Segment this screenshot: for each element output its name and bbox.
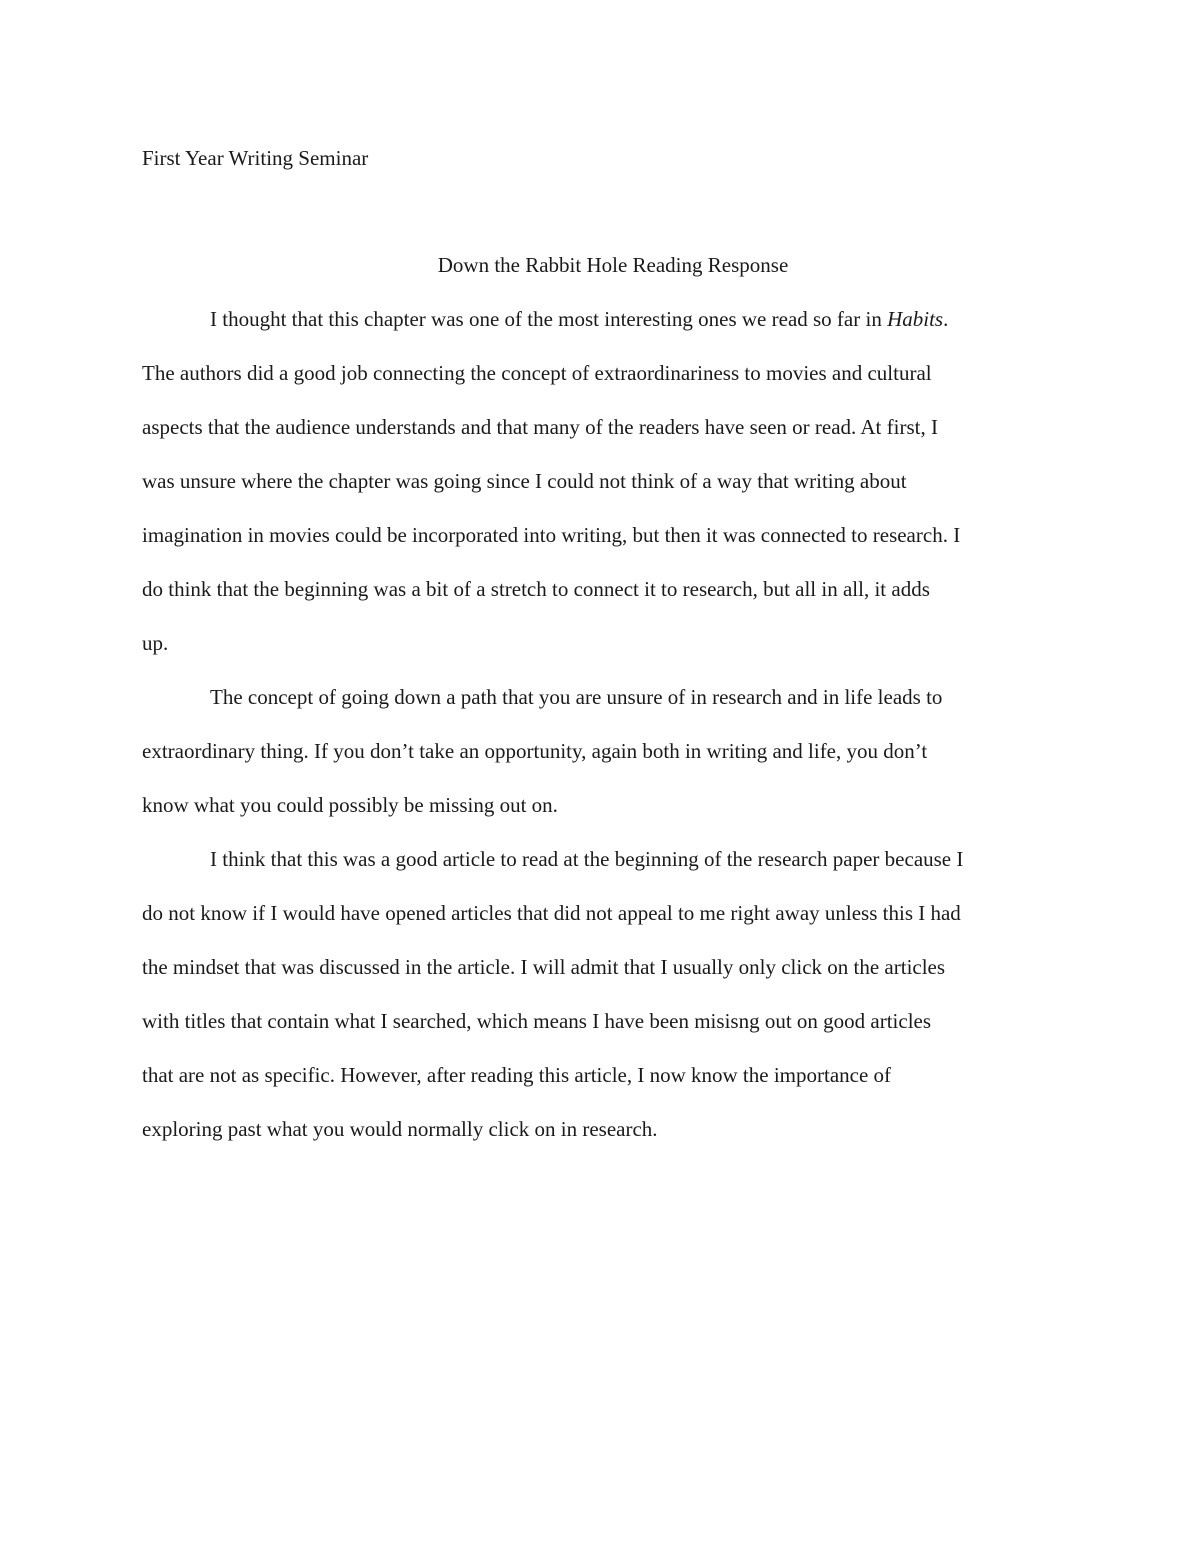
paragraph-1-line-1 bbox=[210, 306, 948, 332]
paragraph-1-line-6: do think that the beginning was a bit of a stretch to connect it to research, but all in all, it adds bbox=[142, 577, 930, 601]
book-title-habits: Habits bbox=[887, 307, 944, 331]
paragraph-1-line-7: up. bbox=[142, 631, 169, 655]
paragraph-1-line-2: The authors did a good job connecting the concept of extraordinariness to movies and cultural bbox=[142, 361, 932, 385]
course-heading: First Year Writing Seminar bbox=[142, 146, 369, 170]
paragraph-1-line-1-text: I thought that this chapter was one of the most interesting ones we read so far in bbox=[210, 307, 888, 331]
paragraph-3-line-4: with titles that contain what I searched, which means I have been misisng out on good articles bbox=[142, 1009, 932, 1033]
paragraph-3-line-3: the mindset that was discussed in the article. I will admit that I usually only click on the articles bbox=[142, 955, 946, 979]
paragraph-2-line-3: know what you could possibly be missing out on. bbox=[142, 793, 558, 817]
paragraph-3-line-6: exploring past what you would normally click on in research. bbox=[142, 1117, 658, 1141]
paragraph-2-line-2: extraordinary thing. If you don’t take an opportunity, again both in writing and life, you don’t bbox=[142, 739, 928, 763]
paragraph-3-line-1: I think that this was a good article to read at the beginning of the research paper because I bbox=[210, 847, 964, 871]
paragraph-1-line-3: aspects that the audience understands and that many of the readers have seen or read. At first, I bbox=[142, 415, 938, 439]
paragraph-2-line-1: The concept of going down a path that you are unsure of in research and in life leads to bbox=[210, 685, 943, 709]
paragraph-3-line-5: that are not as specific. However, after reading this article, I now know the importance of bbox=[142, 1063, 892, 1087]
paragraph-1-line-4: was unsure where the chapter was going since I could not think of a way that writing about bbox=[142, 469, 907, 493]
paragraph-1-line-5: imagination in movies could be incorporated into writing, but then it was connected to research. I bbox=[142, 523, 961, 547]
paragraph-3-line-2: do not know if I would have opened articles that did not appeal to me right away unless this I had bbox=[142, 901, 961, 925]
document-title: Down the Rabbit Hole Reading Response bbox=[437, 253, 789, 277]
paragraph-1-line-1-end: . bbox=[943, 307, 949, 331]
